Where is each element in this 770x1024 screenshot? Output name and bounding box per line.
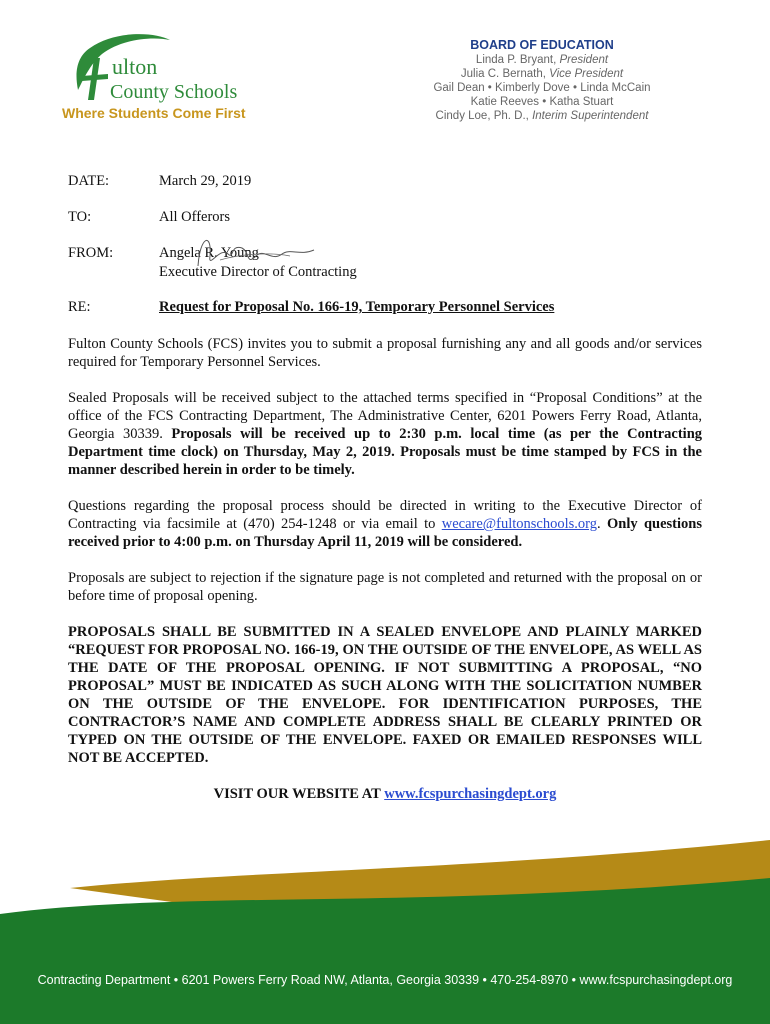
board-line-1: Linda P. Bryant, President <box>475 54 609 66</box>
footer-contact-info: Contracting Department • 6201 Powers Ferry Road NW, Atlanta, Georgia 30339 • 470-254-8970 • www.fcspurchasingdept.org <box>37 973 733 987</box>
paragraph-rejection: Proposals are subject to rejection if the signature page is not completed and returned with the proposal on or before time of proposal opening. <box>68 570 702 604</box>
paragraph-invitation: Fulton County Schools (FCS) invites you to submit a proposal furnishing any and all goods and/or services required for Temporary Personnel Services. <box>68 336 702 370</box>
paragraph-questions: Questions regarding the proposal process should be directed in writing to the Executive Director of Contracting via facsimile at (470) 254-1248 or via email to wecare@fultonschools.org. Only questions received prior to 4:00 p.m. on Thursday April 11, 2019 will be considered. <box>68 498 702 550</box>
to-value: All Offerors <box>159 209 231 225</box>
fulton-county-schools-logo <box>60 30 260 130</box>
visit-website: VISIT OUR WEBSITE AT www.fcspurchasingdept.org <box>213 786 557 802</box>
re-label: RE: <box>68 299 91 315</box>
handwritten-signature <box>190 226 320 282</box>
paragraph-sealed-proposals: Sealed Proposals will be received subject to the attached terms specified in “Proposal Conditions” at the office of the FCS Contracting Department, The Administrative Center, 6201 Powers Ferry Road, Atlanta, Georgia 30339. Proposals will be received up to 2:30 p.m. local time (as per the Contracting Department time clock) on Thursday, May 2, 2019. Proposals must be time stamped by FCS in the manner described herein in order to be timely. <box>68 390 703 478</box>
from-label: FROM: <box>68 245 114 261</box>
re-value: Request for Proposal No. 166-19, Temporary Personnel Services <box>159 299 555 315</box>
date-value: March 29, 2019 <box>159 173 252 189</box>
logo-name-line2: County Schools <box>110 81 238 103</box>
board-of-education <box>402 38 682 123</box>
board-line-2: Julia C. Bernath, Vice President <box>460 68 624 80</box>
logo-name-line1: ulton <box>112 54 158 79</box>
paragraph-submission-instructions: PROPOSALS SHALL BE SUBMITTED IN A SEALED ENVELOPE AND PLAINLY MARKED “REQUEST FOR PROPOSAL NO. 166-19, ON THE OUTSIDE OF THE ENVELOPE, AS WELL AS THE DATE OF THE PROPOSAL OPENING. IF NOT SUBMITTING A PROPOSAL, “NO PROPOSAL” MUST BE INDICATED AS SUCH ALONG WITH THE SOLICITATION NUMBER ON THE OUTSIDE OF THE ENVELOPE. FOR IDENTIFICATION PURPOSES, THE CONTRACTOR’S NAME AND COMPLETE ADDRESS SHALL BE CLEARLY PRINTED OR TYPED ON THE OUTSIDE OF THE ENVELOPE. FAXED OR EMAILED RESPONSES WILL NOT BE ACCEPTED. <box>68 624 702 766</box>
board-line-3: Gail Dean • Kimberly Dove • Linda McCain <box>433 82 651 94</box>
logo-tagline: Where Students Come First <box>62 105 246 121</box>
from-title: Executive Director of Contracting <box>159 264 357 280</box>
board-title: BOARD OF EDUCATION <box>470 38 614 52</box>
from-name: Angela R. Young <box>159 245 259 261</box>
board-line-5: Cindy Loe, Ph. D., Interim Superintendent <box>435 110 649 122</box>
footer-wave-graphic <box>0 830 770 1024</box>
date-label: DATE: <box>68 173 110 189</box>
website-link[interactable]: www.fcspurchasingdept.org <box>384 786 557 802</box>
to-label: TO: <box>68 209 92 225</box>
email-link[interactable]: wecare@fultonschools.org <box>441 516 597 532</box>
board-line-4: Katie Reeves • Katha Stuart <box>470 96 614 108</box>
